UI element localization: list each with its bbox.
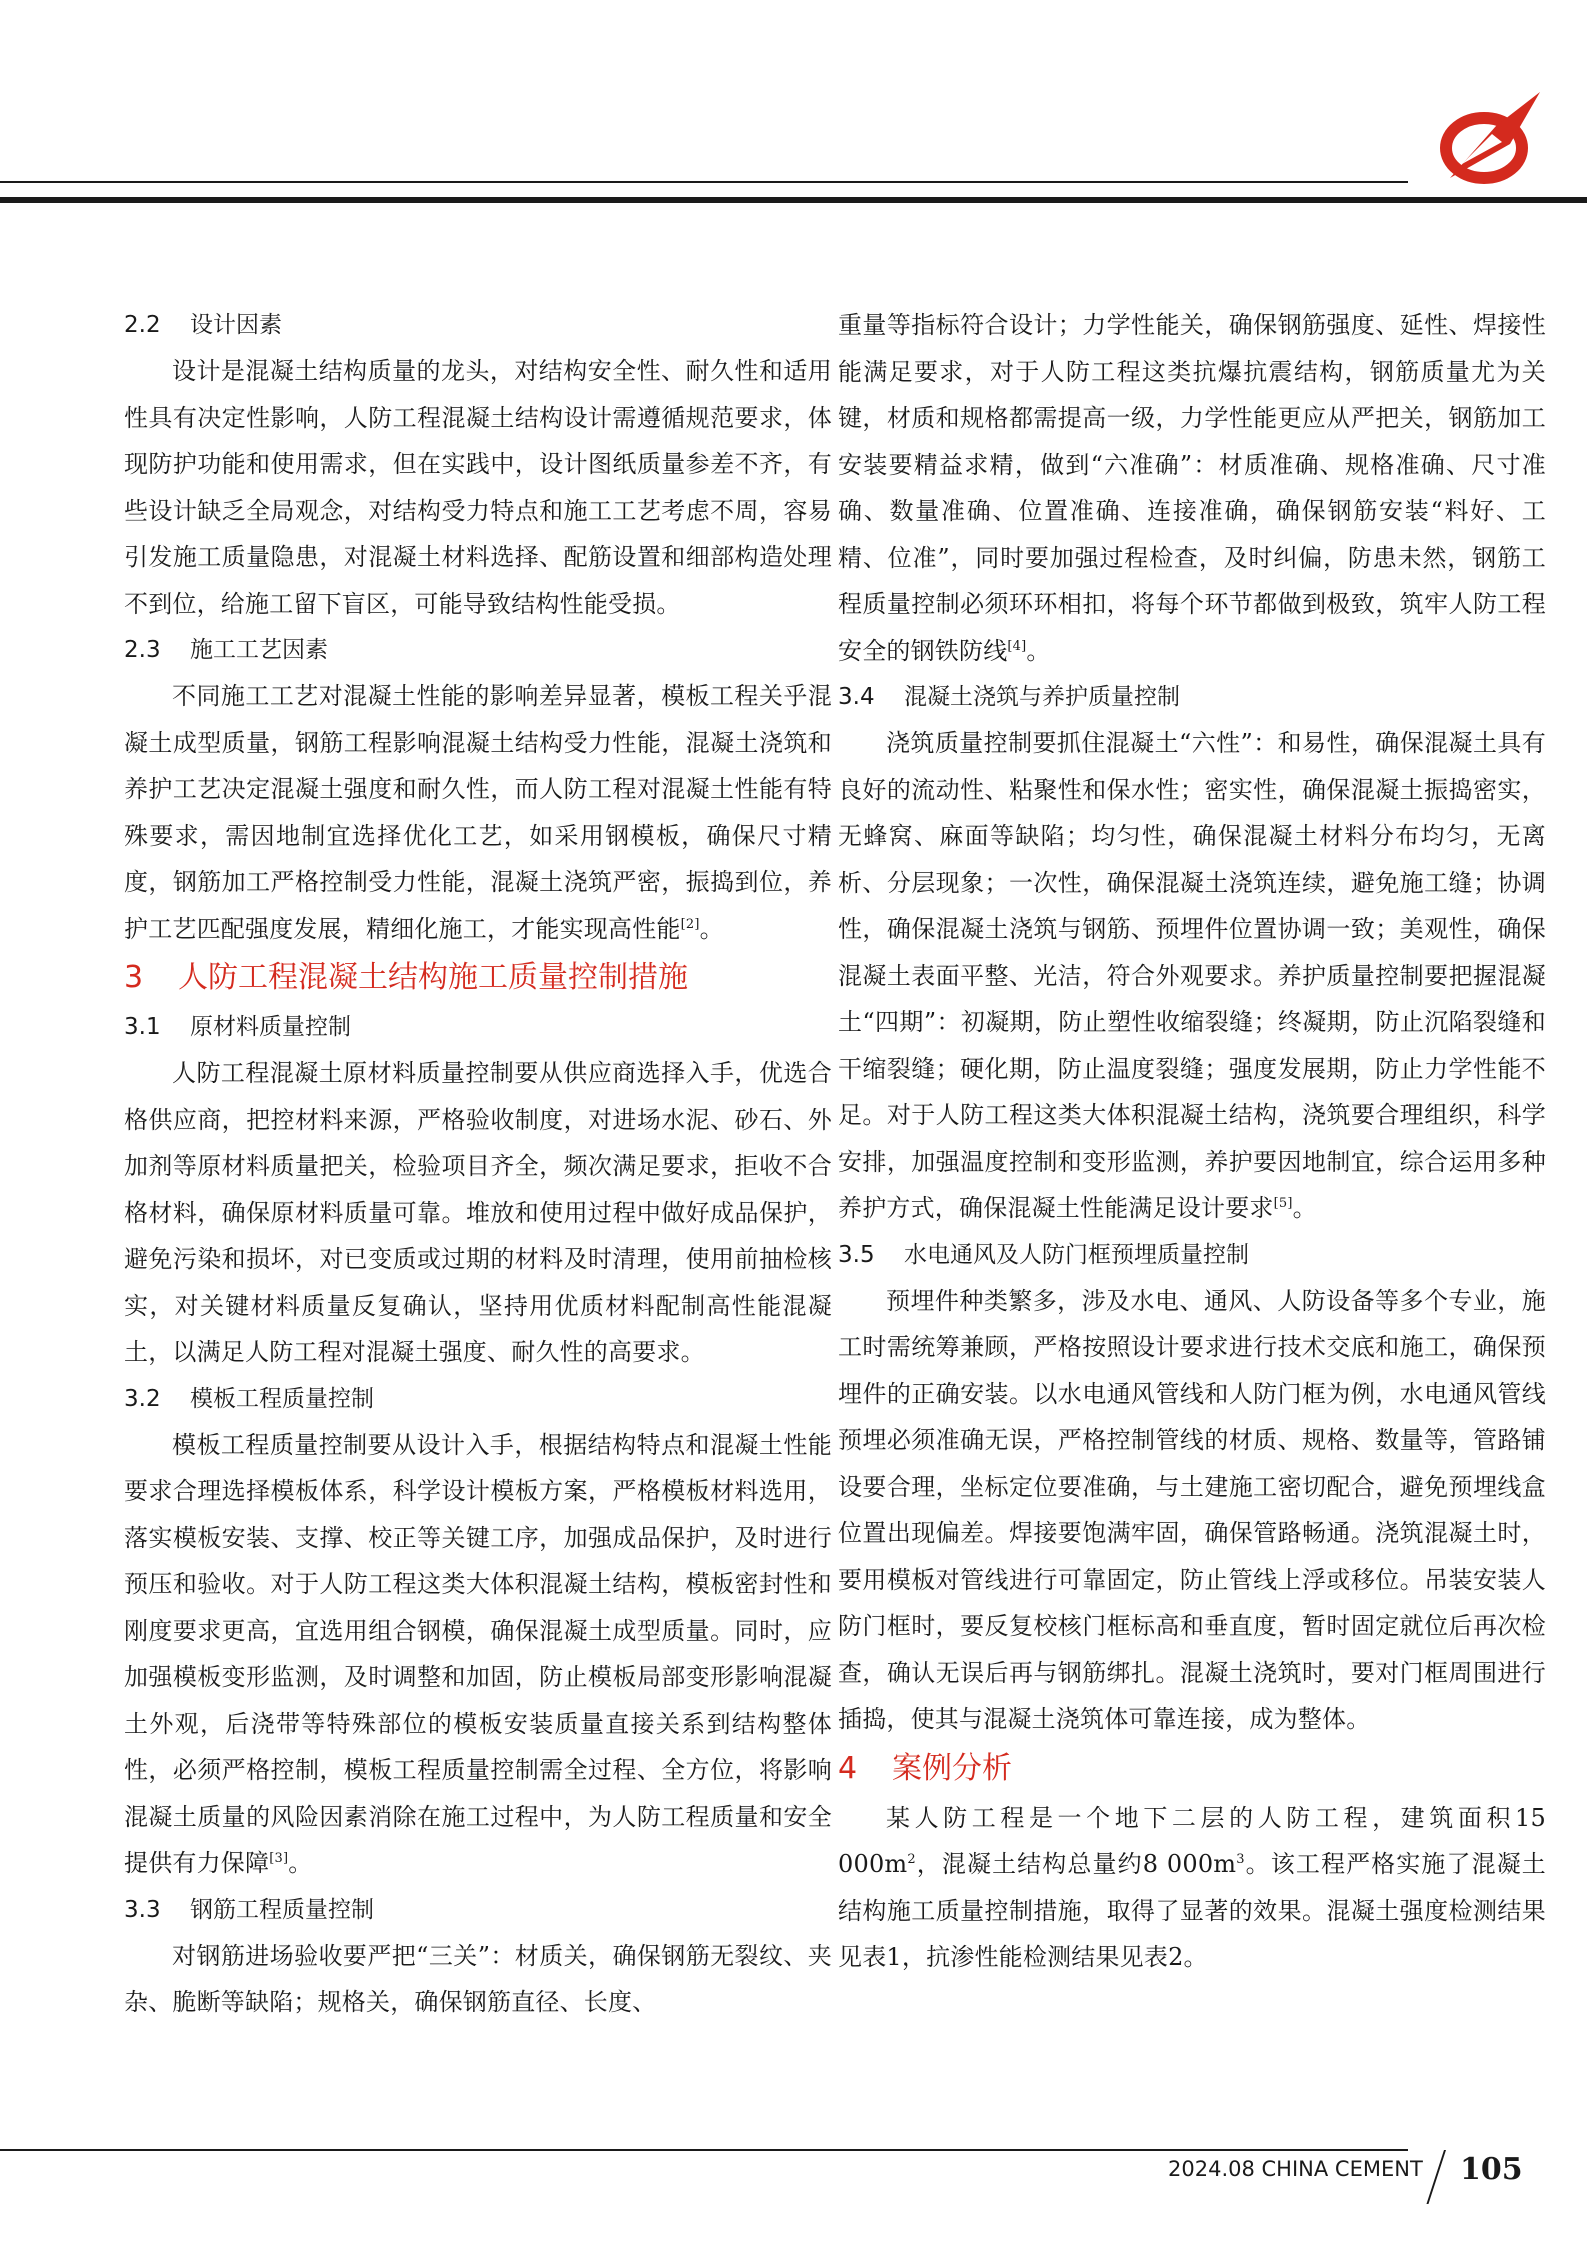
section-3-heading: 3 人防工程混凝土结构施工质量控制措施	[124, 960, 688, 995]
section-3-1-paragraph: 人防工程混凝土原材料质量控制要从供应商选择入手，优选合格供应商，把控材料来源，严格验收制度，对进场水泥、砂石、外加剂等原材料质量把关，检验项目齐全，频次满足要求，拒收不合格材料，确保原材料质量可靠。堆放和使用过程中做好成品保护，避免污染和损坏，对已变质或过期的材料及时清理，使用前抽检核实，对关键材料质量反复确认，坚持用优质材料配制高性能混凝土，以满足人防工程对混凝土强度、耐久性的高要求。	[124, 1059, 832, 1366]
section-3-4-heading: 3.4 混凝土浇筑与养护质量控制	[838, 684, 1180, 710]
header-rule-thin	[0, 181, 1408, 183]
footer-rule	[0, 2149, 1408, 2151]
citation: [3]	[269, 1851, 289, 1866]
section-3-5-heading: 3.5 水电通风及人防门框预埋质量控制	[838, 1241, 1249, 1268]
section-2-3-heading: 2.3 施工工艺因素	[124, 637, 328, 663]
section-3-1-heading: 3.1 原材料质量控制	[124, 1014, 351, 1040]
section-3-2-heading: 3.2 模板工程质量控制	[124, 1385, 374, 1412]
section-3-4-paragraph: 浇筑质量控制要抓住混凝土“六性”：和易性，确保混凝土具有良好的流动性、粘聚性和保水性；密实性，确保混凝土振捣密实，无蜂窝、麻面等缺陷；均匀性，确保混凝土材料分布均匀，无离析、分层现象；一次性，确保混凝土浇筑连续，避免施工缝；协调性，确保混凝土浇筑与钢筋、预埋件位置协调一致；美观性，确保混凝土表面平整、光洁，符合外观要求。养护质量控制要把握混凝土“四期”：初凝期，防止塑性收缩裂缝；终凝期，防止沉陷裂缝和干缩裂缝；硬化期，防止温度裂缝；强度发展期，防止力学性能不足。对于人防工程这类大体积混凝土结构，浇筑要合理组织，科学安排，加强温度控制和变形监测，养护要因地制宜，综合运用多种养护方式，确保混凝土性能满足设计要求[5]。	[838, 729, 1546, 1222]
page-number: 105	[1460, 2152, 1523, 2187]
journal-logo-icon	[1432, 86, 1542, 196]
footer-issue: 2024.08 CHINA CEMENT	[1168, 2157, 1423, 2181]
header-rule-thick	[0, 197, 1587, 203]
right-column	[838, 302, 1546, 1981]
section-2-3-paragraph: 不同施工工艺对混凝土性能的影响差异显著，模板工程关乎混凝土成型质量，钢筋工程影响混凝土结构受力性能，混凝土浇筑和养护工艺决定混凝土强度和耐久性，而人防工程对混凝土性能有特殊要求，需因地制宜选择优化工艺，如采用钢模板，确保尺寸精度，钢筋加工严格控制受力性能，混凝土浇筑严密，振捣到位，养护工艺匹配强度发展，精细化施工，才能实现高性能[2]。	[124, 682, 832, 943]
section-4-heading: 4 案例分析	[838, 1750, 1012, 1786]
citation: [5]	[1273, 1196, 1293, 1211]
section-3-3-heading: 3.3 钢筋工程质量控制	[124, 1896, 374, 1923]
section-2-2-paragraph: 设计是混凝土结构质量的龙头，对结构安全性、耐久性和适用性具有决定性影响，人防工程混凝土结构设计需遵循规范要求，体现防护功能和使用需求，但在实践中，设计图纸质量参差不齐，有些设计缺乏全局观念，对结构受力特点和施工工艺考虑不周，容易引发施工质量隐患，对混凝土材料选择、配筋设置和细部构造处理不到位，给施工留下盲区，可能导致结构性能受损。	[124, 357, 832, 618]
left-column	[124, 302, 832, 2026]
section-2-2-heading: 2.2 设计因素	[124, 312, 282, 338]
section-3-5-paragraph: 预埋件种类繁多，涉及水电、通风、人防设备等多个专业，施工时需统筹兼顾，严格按照设计要求进行技术交底和施工，确保预埋件的正确安装。以水电通风管线和人防门框为例，水电通风管线预埋必须准确无误，严格控制管线的材质、规格、数量等，管路铺设要合理，坐标定位要准确，与土建施工密切配合，避免预埋线盒位置出现偏差。焊接要饱满牢固，确保管路畅通。浇筑混凝土时，要用模板对管线进行可靠固定，防止管线上浮或移位。吊装安装人防门框时，要反复校核门框标高和垂直度，暂时固定就位后再次检查，确认无误后再与钢筋绑扎。混凝土浇筑时，要对门框周围进行插捣，使其与混凝土浇筑体可靠连接，成为整体。	[838, 1286, 1546, 1733]
section-3-2-paragraph: 模板工程质量控制要从设计入手，根据结构特点和混凝土性能要求合理选择模板体系，科学设计模板方案，严格模板材料选用，落实模板安装、支撑、校正等关键工序，加强成品保护，及时进行预压和验收。对于人防工程这类大体积混凝土结构，模板密封性和刚度要求更高，宜选用组合钢模，确保混凝土成型质量。同时，应加强模板变形监测，及时调整和加固，防止模板局部变形影响混凝土外观，后浇带等特殊部位的模板安装质量直接关系到结构整体性，必须严格控制，模板工程质量控制需全过程、全方位，将影响混凝土质量的风险因素消除在施工过程中，为人防工程质量和安全提供有力保障[3]。	[124, 1430, 832, 1877]
citation: [4]	[1007, 638, 1027, 654]
section-4-paragraph: 某人防工程是一个地下二层的人防工程，建筑面积15 $000m^2$，混凝土结构总量约8 $000m^3$。该工程严格实施了混凝土结构施工质量控制措施，取得了显著的效果。混凝土强度检测结果见表1，抗渗性能检测结果见表2。	[838, 1803, 1546, 1971]
footer-divider	[1426, 2150, 1446, 2204]
citation: [2]	[680, 916, 700, 932]
section-3-3-paragraph: 对钢筋进场验收要严把“三关”：材质关，确保钢筋无裂纹、夹杂、脆断等缺陷；规格关，确保钢筋直径、长度、	[124, 1941, 832, 2016]
section-3-3-paragraph-continued: 重量等指标符合设计；力学性能关，确保钢筋强度、延性、焊接性能满足要求，对于人防工程这类抗爆抗震结构，钢筋质量尤为关键，材质和规格都需提高一级，力学性能更应从严把关，钢筋加工安装要精益求精，做到“六准确”：材质准确、规格准确、尺寸准确、数量准确、位置准确、连接准确，确保钢筋安装“料好、工精、位准”，同时要加强过程检查，及时纠偏，防患未然，钢筋工程质量控制必须环环相扣，将每个环节都做到极致，筑牢人防工程安全的钢铁防线[4]。	[838, 311, 1546, 665]
